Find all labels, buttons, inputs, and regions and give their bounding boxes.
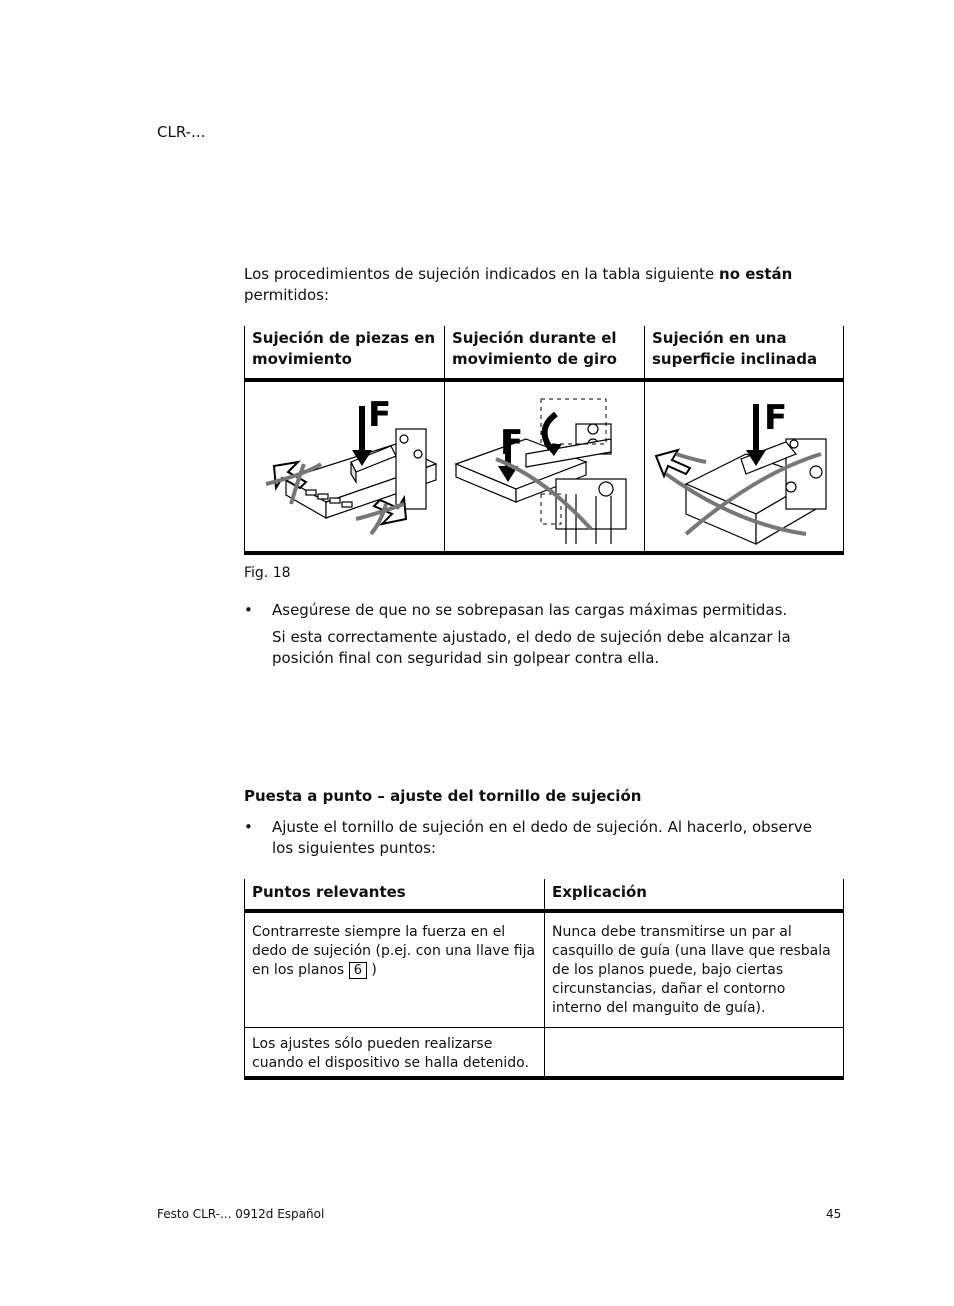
table-header-row: [244, 326, 844, 382]
figure-caption: Fig. 18: [244, 565, 291, 581]
table-bottom-rule: [244, 551, 844, 555]
section-title: Puesta a punto – ajuste del tornillo de sujeción: [244, 787, 642, 805]
document-header: CLR-...: [157, 123, 206, 141]
intro-text: Los procedimientos de sujeción indicados en la tabla siguiente: [244, 265, 720, 283]
column-divider: [444, 326, 445, 551]
table-border: [843, 879, 844, 1076]
table-border: [244, 879, 245, 1076]
table-bottom-rule: [244, 1076, 844, 1080]
swivel-movement-illustration: [446, 384, 642, 549]
intro-text-end: permitidos:: [244, 286, 330, 304]
bullet-text: Ajuste el tornillo de sujeción en el dedo de sujeción. Al hacerlo, observe los siguientes puntos:: [272, 818, 812, 857]
adjustment-points-table: [244, 879, 844, 1080]
reference-number: 6: [349, 962, 367, 979]
bullet-subtext: Si esta correctamente ajustado, el dedo de sujeción debe alcanzar la posición final con seguridad sin golpear contra ella.: [272, 628, 791, 667]
force-label: F: [368, 395, 392, 435]
header-moving-workpieces: Sujeción de piezas en movimiento: [252, 329, 436, 368]
bullet-symbol: •: [244, 818, 253, 836]
header-inclined-surface: Sujeción en una superficie inclinada: [652, 329, 818, 368]
header-relevant-points: Puntos relevantes: [252, 883, 406, 901]
force-label: F: [764, 398, 788, 438]
bullet-text: Asegúrese de que no se sobrepasan las cargas máximas permitidas.: [272, 601, 788, 619]
table-cell-explanation: Nunca debe transmitirse un par al casquillo de guía (una llave que resbala de los planos puede, bajo ciertas circunstancias, dañar el contorno interno del manguito de guía).: [552, 924, 831, 1016]
column-divider: [544, 879, 545, 1076]
footer-page-number: 45: [826, 1207, 842, 1221]
footer-document-info: Festo CLR-... 0912d Español: [157, 1207, 325, 1221]
column-divider: [644, 326, 645, 551]
intro-bold-text: no están: [719, 265, 793, 283]
table-border: [244, 326, 245, 551]
force-label: F: [500, 423, 524, 463]
cell-text: Contrarreste siempre la fuerza en el dedo de sujeción (p.ej. con una llave fija en los planos: [252, 924, 536, 978]
table-cell-point: Los ajustes sólo pueden realizarse cuando el dispositivo se halla detenido.: [252, 1036, 529, 1071]
inclined-surface-illustration: [646, 384, 842, 549]
forbidden-clamping-table: [244, 326, 844, 555]
moving-workpiece-illustration: [246, 384, 442, 549]
bullet-symbol: •: [244, 601, 253, 619]
cell-text: ): [366, 962, 377, 978]
header-explanation: Explicación: [552, 883, 647, 901]
row-divider: [244, 1027, 844, 1028]
table-border: [843, 326, 844, 551]
header-swivel-movement: Sujeción durante el movimiento de giro: [452, 329, 617, 368]
table-cell-point: [252, 923, 537, 980]
intro-paragraph: [244, 264, 844, 306]
